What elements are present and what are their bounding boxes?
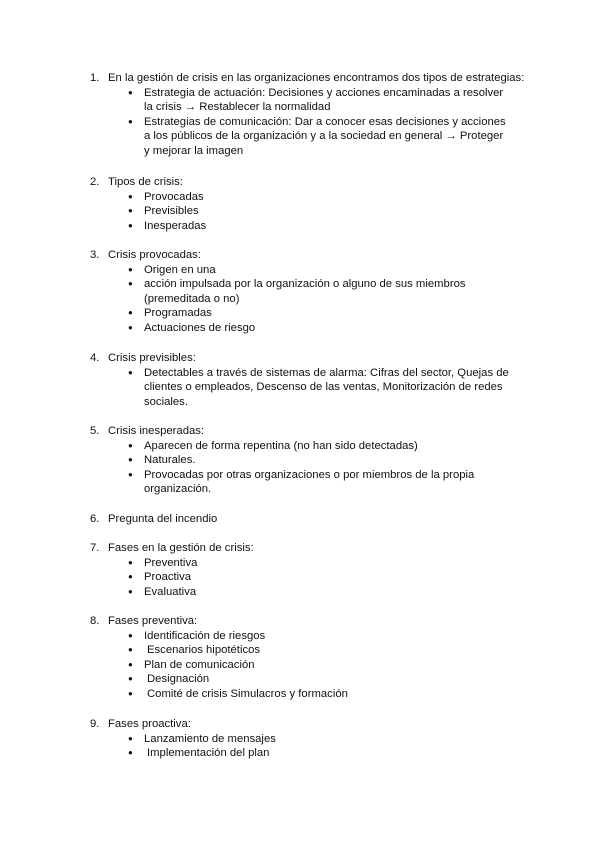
item-number: 3. — [90, 249, 100, 261]
bullet-icon: ● — [128, 264, 133, 274]
bullet-icon: ● — [128, 220, 133, 230]
bullet-icon: ● — [128, 308, 133, 318]
bullet-list — [0, 190, 600, 234]
bullet-icon: ● — [128, 586, 133, 596]
bullet-item: ● Comité de crisis Simulacros y formación — [128, 687, 348, 700]
item-title: Tipos de crisis: — [108, 176, 183, 188]
item-title: Pregunta del incendio — [108, 513, 218, 525]
bullet-list — [0, 556, 600, 600]
bullet-item: ● Aparecen de forma repentina (no han sido detectadas) — [128, 439, 418, 452]
bullet-icon: ● — [128, 322, 133, 332]
bullet-icon: ● — [128, 279, 133, 289]
item-title: Fases en la gestión de crisis: — [108, 542, 254, 554]
bullet-item: ● Proactiva — [128, 571, 192, 584]
bullet-item: ● Plan de comunicación — [128, 658, 255, 671]
bullet-item: ● Origen en una — [128, 263, 216, 276]
item-title: En la gestión de crisis en las organizaciones encontramos dos tipos de estrategias: — [108, 72, 525, 84]
bullet-item: ● Naturales. — [128, 454, 196, 467]
bullet-icon: ● — [128, 367, 133, 377]
bullet-item: ● Previsibles — [128, 205, 199, 218]
bullet-icon: ● — [128, 659, 133, 669]
bullet-icon: ● — [128, 191, 133, 201]
bullet-icon: ● — [128, 645, 133, 655]
item-number: 8. — [90, 615, 100, 627]
bullet-icon: ● — [128, 748, 133, 758]
bullet-list — [0, 366, 600, 410]
bullet-item: ● Identificación de riesgos — [128, 629, 266, 642]
bullet-icon: ● — [128, 688, 133, 698]
item-title: Crisis provocadas: — [108, 249, 201, 261]
item-title: Crisis inesperadas: — [108, 425, 205, 437]
bullet-item: ● Implementación del plan — [128, 747, 270, 760]
bullet-item: ● Escenarios hipotéticos — [128, 644, 261, 657]
item-title: Fases proactiva: — [108, 718, 191, 730]
bullet-item: ● Provocadas por otras organizaciones o por miembros de la propia organización. — [128, 468, 475, 496]
item-number: 7. — [90, 542, 100, 554]
item-number: 4. — [90, 352, 100, 364]
item-number: 6. — [90, 513, 100, 525]
bullet-item: ● Lanzamiento de mensajes — [128, 732, 276, 745]
bullet-icon: ● — [128, 87, 133, 97]
bullet-icon: ● — [128, 206, 133, 216]
bullet-icon: ● — [128, 733, 133, 743]
bullet-item: ● Inesperadas — [128, 219, 207, 232]
bullet-icon: ● — [128, 440, 133, 450]
bullet-icon: ● — [128, 674, 133, 684]
bullet-item: ● Detectables a través de sistemas de alarma: Cifras del sector, Quejas de clientes o empleados, Descenso de las ventas, Monitorización de redes sociales. — [128, 366, 509, 408]
bullet-item: ● Actuaciones de riesgo — [128, 321, 256, 334]
item-number: 1. — [90, 72, 100, 84]
bullet-list — [0, 439, 600, 497]
bullet-item: ● Preventiva — [128, 556, 198, 569]
item-number: 5. — [90, 425, 100, 437]
bullet-item: ● Evaluativa — [128, 585, 197, 598]
bullet-icon: ● — [128, 630, 133, 640]
bullet-icon: ● — [128, 557, 133, 567]
bullet-item: ● Estrategia de actuación: Decisiones y acciones encaminadas a resolver la crisis → Restablecer la normalidad — [128, 86, 504, 114]
bullet-icon: ● — [128, 469, 133, 479]
bullet-item: ● Provocadas — [128, 190, 204, 203]
bullet-list — [0, 263, 600, 336]
item-title: Fases preventiva: — [108, 615, 198, 627]
bullet-icon: ● — [128, 116, 133, 126]
item-title: Crisis previsibles: — [108, 352, 196, 364]
bullet-item: ● Programadas — [128, 307, 212, 320]
bullet-icon: ● — [128, 455, 133, 465]
bullet-icon: ● — [128, 572, 133, 582]
bullet-item: ● acción impulsada por la organización o alguno de sus miembros (premeditada o no) — [128, 278, 466, 305]
bullet-list — [0, 629, 600, 702]
item-number: 2. — [90, 176, 100, 188]
bullet-item: ● Estrategias de comunicación: Dar a conocer esas decisiones y acciones a los públicos de la organización y a la sociedad en general → Proteger y mejorar la imagen — [128, 115, 506, 157]
item-number: 9. — [90, 718, 100, 730]
bullet-list — [0, 732, 600, 761]
bullet-list — [0, 86, 600, 159]
bullet-item: ● Designación — [128, 673, 210, 686]
